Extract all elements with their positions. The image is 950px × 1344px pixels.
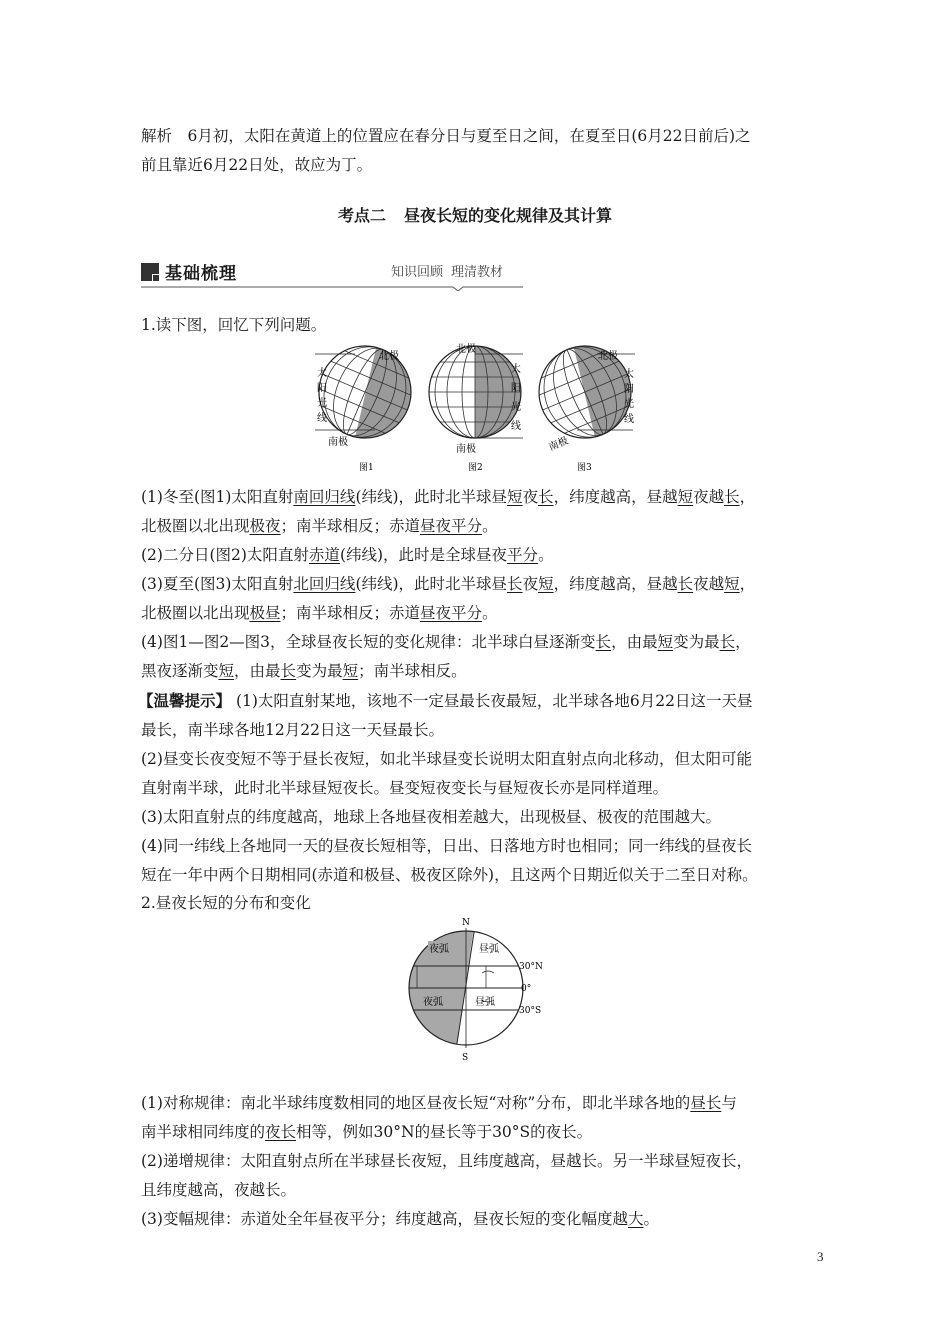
globe-1-caption: 图1 <box>359 463 374 473</box>
tips-line: (4)同一纬线上各地同一天的昼夜长短相等，日出、日落地方时也相同；同一纬线的昼夜长 <box>141 837 752 855</box>
tips-block <box>138 686 808 890</box>
globe-1-south-label: 南极 <box>328 437 348 448</box>
q2-r1-line2: 南半球相同纬度的夜长相等，例如30°N的昼长等于30°S的夜长。 <box>141 1123 593 1141</box>
blank-answer: 长 <box>719 633 736 651</box>
tips-line-1: 【温馨提示】 (1)太阳直射某地，该地不一定昼最长夜最短，北半球各地6月22日这一天昼 <box>138 691 753 710</box>
section-title-text: 昼夜长短的变化规律及其计算 <box>404 206 613 225</box>
q1-p3-line1: (3)夏至(图3)太阳直射北回归线(纬线)，此时北半球昼长夜短，纬度越高，昼越长夜越短， <box>141 575 756 593</box>
globe-3-ray-char: 线 <box>624 414 634 425</box>
section-title <box>0 203 950 226</box>
blank-answer: 短 <box>342 662 359 680</box>
blank-answer: 昼长 <box>690 1094 722 1112</box>
globe-1-ray-char: 太 <box>317 368 327 379</box>
lat-0-label: 0° <box>521 984 532 994</box>
blank-answer: 短 <box>657 633 674 651</box>
q1-p2: (2)二分日(图2)太阳直射赤道(纬线)，此时是全球昼夜平分。 <box>141 546 554 564</box>
globe-3-south-label: 南极 <box>547 435 570 454</box>
day-arc-label-south: 昼弧 <box>475 997 495 1008</box>
section-header-rule <box>141 283 523 291</box>
q1-p4-line2: 黑夜逐渐变短，由最长变为最短；南半球相反。 <box>141 662 467 680</box>
q2-r2-line2: 且纬度越高，夜越长。 <box>141 1181 297 1199</box>
page-number: 3 <box>817 1249 824 1264</box>
q1-p1-line1: (1)冬至(图1)太阳直射南回归线(纬线)，此时北半球昼短夜长，纬度越高，昼越短夜越长， <box>141 488 756 506</box>
section-header-subtitle <box>391 261 503 280</box>
q1-p3-line2: 北极圈以北出现极昼；南半球相反；赤道昼夜平分。 <box>141 604 498 622</box>
analysis-line-2: 前且靠近6月22日处，故应为丁。 <box>141 156 373 174</box>
blank-answer: 短 <box>677 488 694 506</box>
blank-answer: 北回归线 <box>293 575 356 593</box>
south-label: S <box>462 1053 469 1063</box>
globe-2-ray-char: 阳 <box>511 383 521 394</box>
globe-3-ray-char: 光 <box>624 399 634 410</box>
q1-p1-line2: 北极圈以北出现极夜；南半球相反；赤道昼夜平分。 <box>141 517 498 535</box>
blank-answer: 长 <box>507 575 523 593</box>
globe-2-ray-char: 线 <box>511 421 521 432</box>
blank-answer: 长 <box>677 575 694 593</box>
globe-2-ray-char: 光 <box>511 402 521 413</box>
globe-2-south-label: 南极 <box>456 444 476 455</box>
globe-3-caption: 图3 <box>577 463 592 473</box>
blank-answer: 短 <box>507 488 523 506</box>
q1-answers <box>141 483 811 686</box>
blank-answer: 长 <box>595 633 612 651</box>
blank-answer: 长 <box>538 488 554 506</box>
blank-answer: 极夜 <box>249 517 281 535</box>
north-label: N <box>462 918 470 928</box>
globe-1 <box>315 340 429 473</box>
blank-answer: 平分 <box>507 546 539 564</box>
q1-p4-line1: (4)图1—图2—图3，全球昼夜长短的变化规律：北半球白昼逐渐变长，由最短变为最长， <box>141 633 751 651</box>
blank-answer: 赤道 <box>308 546 340 564</box>
analysis-paragraph <box>141 122 811 180</box>
globes-figure <box>315 340 635 480</box>
section-square-icon <box>141 263 159 281</box>
globe-3 <box>521 340 635 473</box>
globe-2-ray-char: 太 <box>511 364 521 375</box>
blank-answer: 昼夜平分 <box>420 517 483 535</box>
globe-1-ray-char: 线 <box>317 413 327 424</box>
blank-answer: 短 <box>538 575 554 593</box>
lat-30n-label: 30°N <box>519 962 543 972</box>
q2-r3: (3)变幅规律：赤道处全年昼夜平分；纬度越高，昼夜长短的变化幅度越大。 <box>141 1210 659 1228</box>
q2-intro-text: 2.昼夜长短的分布和变化 <box>141 894 311 912</box>
globe-2-caption: 图2 <box>468 463 483 473</box>
globe-3-north-label: 北极 <box>598 351 618 362</box>
lat-30s-label: 30°S <box>519 1006 542 1016</box>
q1-intro <box>141 311 811 340</box>
tips-line: (2)昼变长夜变短不等于昼长夜短，如北半球昼变长说明太阳直射点向北移动，但太阳可能 <box>141 750 752 768</box>
blank-answer: 夜长 <box>265 1123 297 1141</box>
globe-3-ray-char: 阳 <box>624 384 634 395</box>
tips-label: 【温馨提示】 <box>138 691 232 710</box>
night-arc-label-south: 夜弧 <box>423 997 443 1008</box>
blank-answer: 南回归线 <box>293 488 356 506</box>
tips-line: 短在一年中两个日期相同(赤道和极昼、极夜区除外)，且这两个日期近似关于二至日对称。 <box>141 866 758 884</box>
tips-line: (3)太阳直射点的纬度越高，地球上各地昼夜相差越大，出现极昼、极夜的范围越大。 <box>141 808 721 826</box>
blank-answer: 昼夜平分 <box>420 604 483 622</box>
blank-answer: 极昼 <box>249 604 281 622</box>
globe-2 <box>425 340 525 473</box>
q2-r1-line1: (1)对称规律：南北半球纬度数相同的地区昼夜长短“对称”分布，即北半球各地的昼长与 <box>141 1094 737 1112</box>
analysis-line-1: 解析 6月初，太阳在黄道上的位置应在春分日与夏至日之间，在夏至日(6月22日前后)之 <box>141 127 751 145</box>
globe-2-north-label: 北极 <box>456 344 476 355</box>
tips-line: 直射南半球，此时北半球昼短夜长。昼变短夜变长与昼短夜长亦是同样道理。 <box>141 779 669 797</box>
section-title-number: 考点二 <box>337 206 386 225</box>
blank-answer: 长 <box>280 662 297 680</box>
night-arc-label-north: 夜弧 <box>429 944 449 955</box>
globe-1-ray-char: 光 <box>317 398 327 409</box>
q2-rules <box>141 1089 811 1234</box>
globe-1-ray-char: 阳 <box>317 383 327 394</box>
globe-3-ray-char: 太 <box>624 369 634 380</box>
blank-answer: 短 <box>724 575 740 593</box>
day-arc-label-north: 昼弧 <box>479 944 499 955</box>
section-header <box>141 259 523 291</box>
q1-intro-text: 1.读下图，回忆下列问题。 <box>141 316 327 334</box>
section-header-sub1: 知识回顾 <box>391 265 444 280</box>
blank-answer: 短 <box>218 662 235 680</box>
section-header-sub2: 理清教材 <box>451 265 504 280</box>
section-header-label: 基础梳理 <box>165 264 237 284</box>
globe-1-north-label: 北极 <box>379 351 399 362</box>
q2-r2-line1: (2)递增规律：太阳直射点所在半球昼长夜短，且纬度越高，昼越长。另一半球昼短夜长， <box>141 1152 752 1170</box>
blank-answer: 大 <box>627 1210 644 1228</box>
tips-line: 最长，南半球各地12月22日这一天昼最长。 <box>141 721 444 739</box>
blank-answer: 长 <box>724 488 740 506</box>
day-night-arcs-figure <box>404 913 554 1063</box>
